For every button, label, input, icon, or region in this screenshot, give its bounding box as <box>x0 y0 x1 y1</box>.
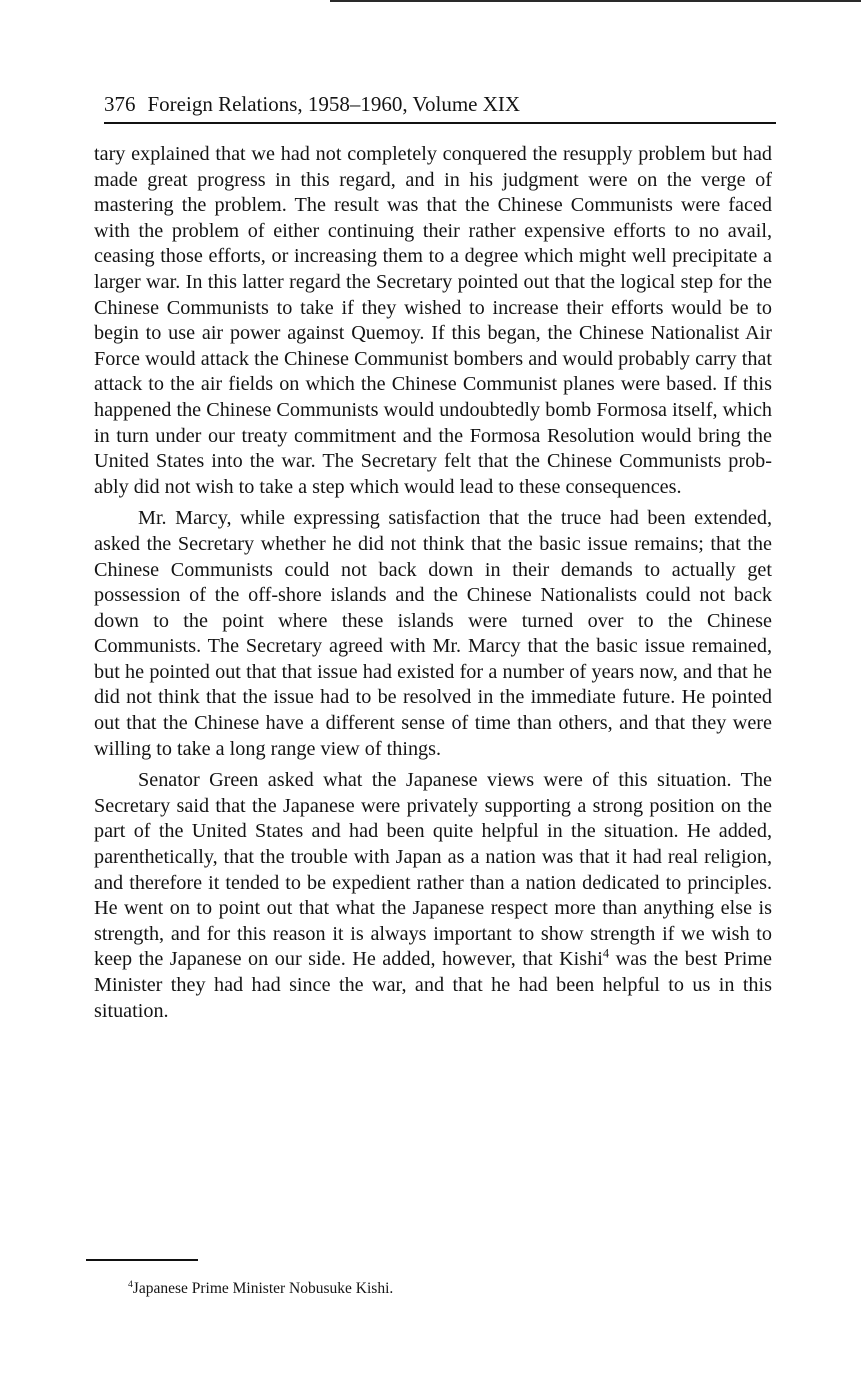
footnote <box>128 1278 728 1300</box>
paragraph-green <box>94 768 772 1024</box>
paragraph-green-text: Senator Green asked what the Japanese views were of this situation. The Secretary said that the Japanese were privately supporting a strong position on the part of the United States and had been quite helpful in the situation. He added, parenthetically, that the trouble with Japan as a nation was that it had real religion, and therefore it tended to be expedient rather than a nation dedicated to principles. He went on to point out that what the Japanese respect more than anything else is strength, and for this reason it is always important to show strength if we wish to keep the Japanese on our side. He added, however, that Kishi <box>94 769 772 971</box>
main-text <box>94 142 772 1030</box>
paragraph-continuation: tary explained that we had not completely conquered the resupply problem but had made great progress in this regard, and in his judgment were on the verge of mastering the problem. The result was that the Chinese Communists were faced with the problem of either continuing their rather expensive efforts to no avail, ceasing those efforts, or increasing them to a degree which might well precipitate a larger war. In this latter regard the Secretary pointed out that the logical step for the Chinese Communists to take if they wished to increase their efforts would be to begin to use air power against Quemoy. If this began, the Chinese Nationalist Air Force would attack the Chinese Communist bombers and would probably carry that attack to the air fields on which the Chinese Communist planes were based. If this happened the Chinese Communists would undoubtedly bomb Formosa itself, which in turn under our treaty commitment and the Formosa Resolution would bring the United States into the war. The Secretary felt that the Chinese Communists probably did not wish to take a step which would lead to these consequences. <box>94 143 772 498</box>
running-header <box>104 88 776 124</box>
scan-top-edge-rule <box>330 0 861 2</box>
paragraph-green-text-end: was the best Prime Minister they had had since the war, and that he had been helpful to us in this situation. <box>94 948 772 1022</box>
footnote-separator <box>86 1259 198 1261</box>
page-number: 376 <box>104 92 136 116</box>
footnote-reference: 4 <box>602 946 610 961</box>
paragraph-marcy: Mr. Marcy, while expressing satisfaction that the truce had been extended, asked the Secretary whether he did not think that the basic issue remains; that the Chinese Communists could not back down in their demands to actually get possession of the off-shore islands and the Chinese Nationalists could not back down to the point where these islands were turned over to the Chinese Communists. The Secretary agreed with Mr. Marcy that the basic issue remained, but he pointed out that that issue had existed for a number of years now, and that he did not think that the issue had to be resolved in the immediate future. He pointed out that the Chinese have a different sense of time than others, and that they were willing to take a long range view of things. <box>94 507 772 760</box>
running-title: Foreign Relations, 1958–1960, Volume XIX <box>147 92 521 116</box>
footnote-marker: 4 <box>128 1278 133 1290</box>
footnote-text: Japanese Prime Minister Nobusuke Kishi. <box>132 1280 394 1297</box>
